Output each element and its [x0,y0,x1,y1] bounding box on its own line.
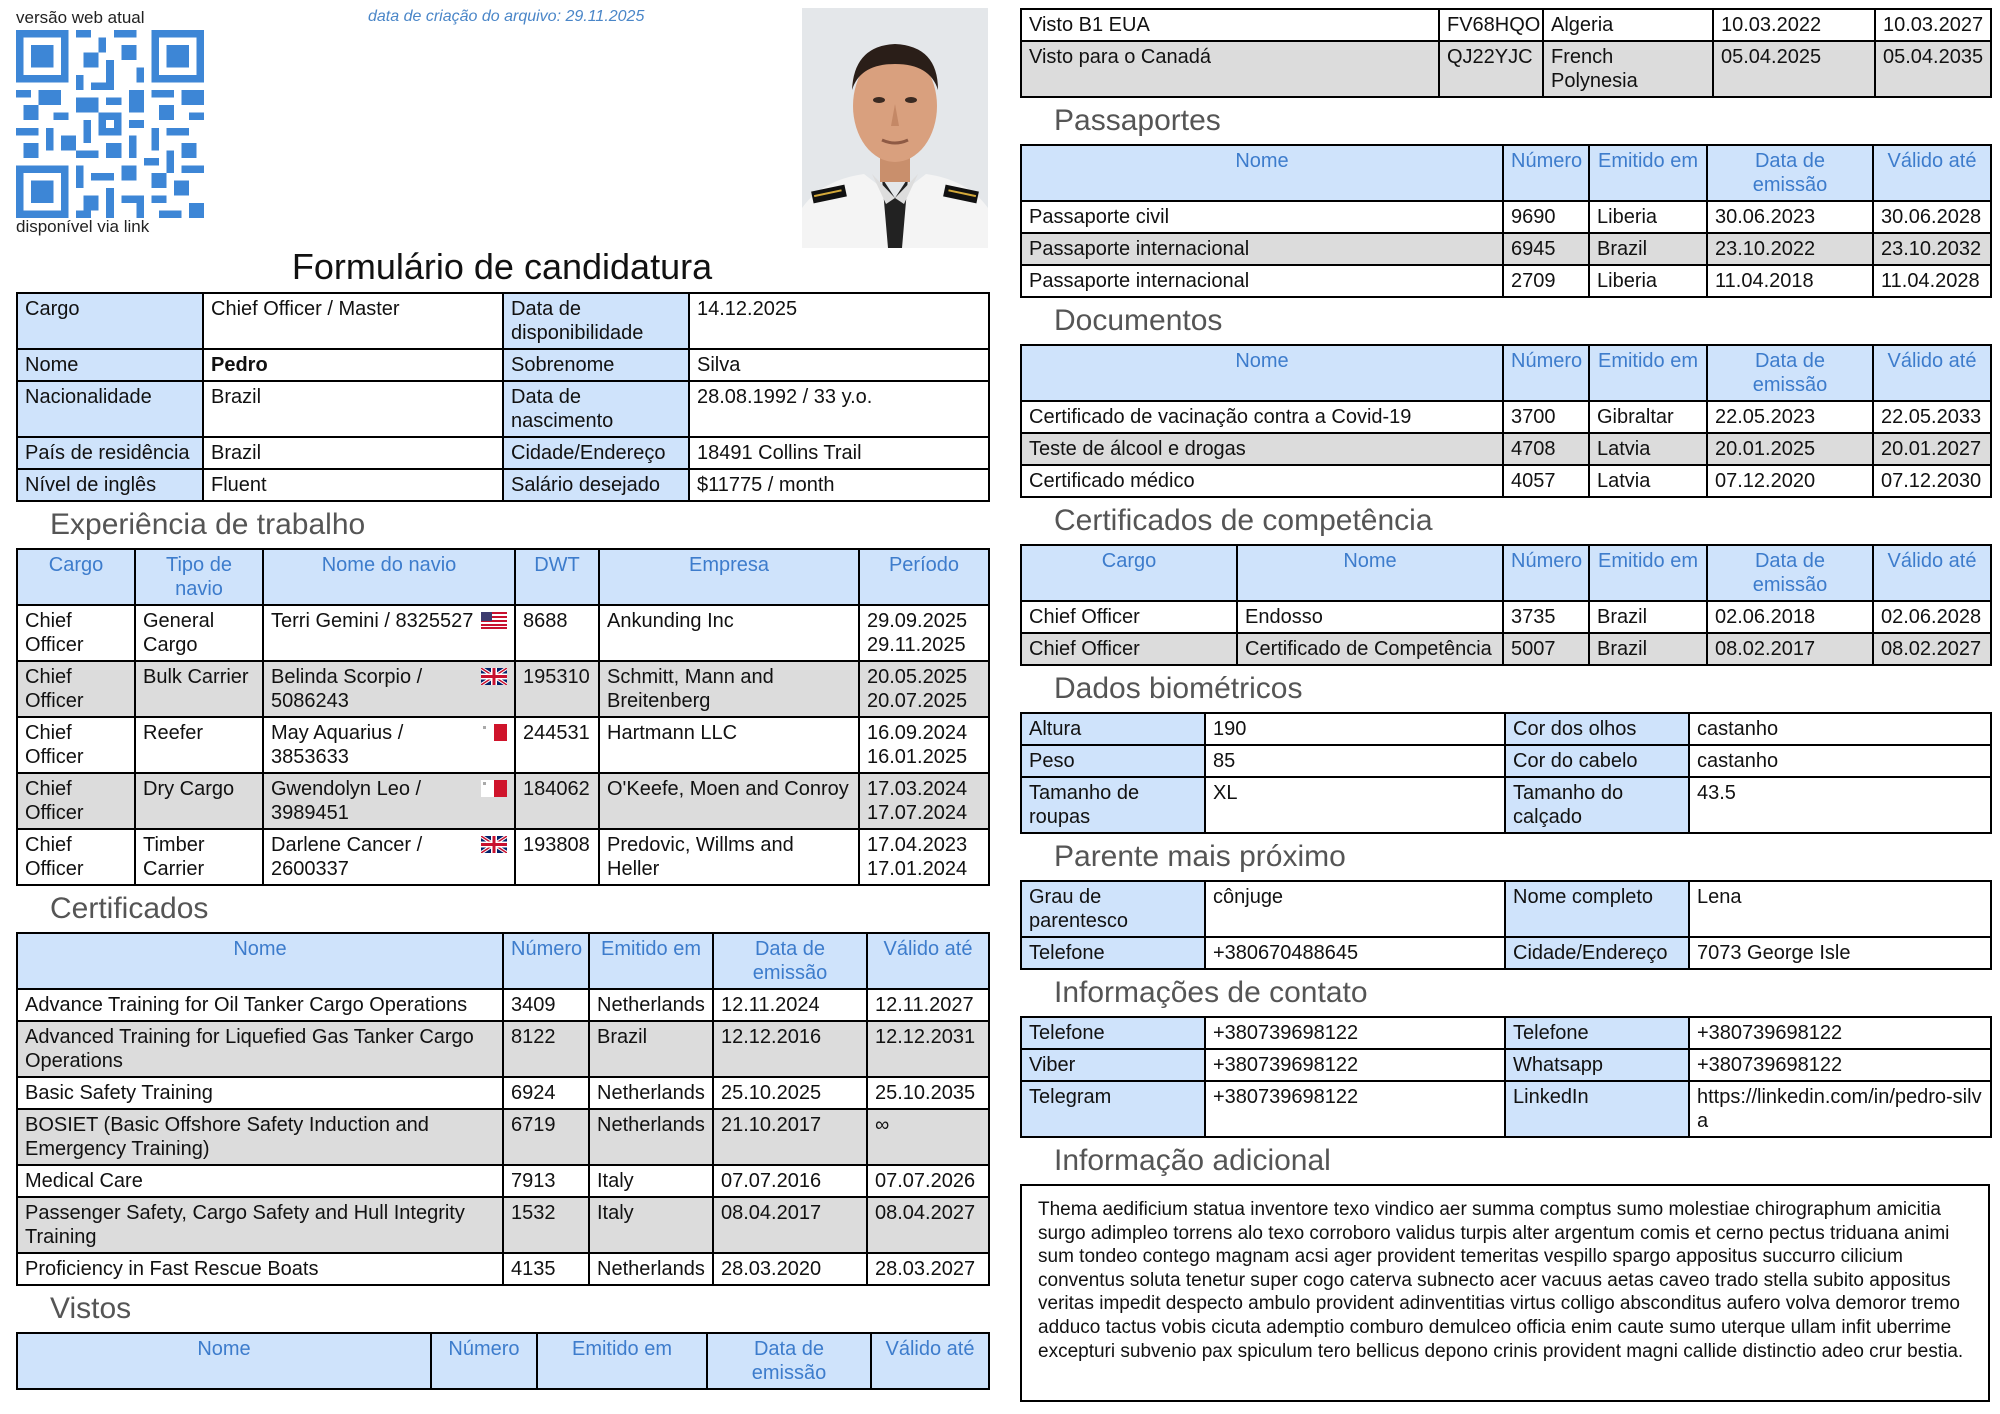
cell-name: Medical Care [17,1165,503,1197]
cell-issued-in: Netherlands [589,1077,713,1109]
salary-label: Salário desejado [503,469,689,501]
table-row [1021,465,1991,497]
english-label: Nível de inglês [17,469,203,501]
section-title-passports: Passaportes [1054,104,1221,137]
table-row [17,989,989,1021]
cell-issued-in: French Polynesia [1543,41,1713,97]
cell-vessel [263,717,515,773]
viber-label: Viber [1021,1049,1205,1081]
cell-valid-until: 23.10.2032 [1873,233,1991,265]
cell-number: 3409 [503,989,589,1021]
cell-name: Passaporte civil [1021,201,1503,233]
table-row [1021,9,1991,41]
hair-color-value: castanho [1689,745,1991,777]
residence-value: Brazil [203,437,503,469]
column-header: Emitido em [537,1333,707,1389]
cell-number: 7913 [503,1165,589,1197]
cell-number: 9690 [1503,201,1589,233]
cell-valid-until: 07.07.2026 [867,1165,989,1197]
clothes-size-value: XL [1205,777,1505,833]
cell-issue-date: 30.06.2023 [1707,201,1873,233]
kin-phone-value: +380670488645 [1205,937,1505,969]
table-header-row [1021,545,1991,601]
column-header: Emitido em [1589,545,1707,601]
column-header: Nome [17,1333,431,1389]
table-row [1021,41,1991,97]
experience-table [16,548,990,886]
cell-issued-in: Brazil [1589,601,1707,633]
cell-issued-in: Italy [589,1165,713,1197]
linkedin-link[interactable]: https://linkedin.com/in/pedro-silva [1689,1081,1991,1137]
table-header-row [17,933,989,989]
section-title-biometrics: Dados biométricos [1054,672,1303,705]
table-header-row [1021,345,1991,401]
cell-name: Endosso [1237,601,1503,633]
period-to: 20.07.2025 [867,690,968,712]
birth-value: 28.08.1992 / 33 y.o. [689,381,989,437]
table-header-row [17,1333,989,1389]
column-header: Válido até [1873,545,1991,601]
phone2-label: Telefone [1505,1017,1689,1049]
cell-company: Ankunding Inc [599,605,859,661]
cell-period [859,773,989,829]
phone-value: +380739698122 [1205,1017,1505,1049]
cell-issue-date: 28.03.2020 [713,1253,867,1285]
cell-company: Predovic, Willms and Heller [599,829,859,885]
column-header: Data de emissão [1707,345,1873,401]
fullname-value: Lena [1689,881,1991,937]
cell-number: 6719 [503,1109,589,1165]
cell-valid-until: 25.10.2035 [867,1077,989,1109]
column-header: Nome [1237,545,1503,601]
column-header: Nome do navio [263,549,515,605]
table-row [1021,265,1991,297]
cell-position: Chief Officer [1021,601,1237,633]
table-row [17,661,989,717]
column-header: Data de emissão [1707,145,1873,201]
cell-valid-until: 10.03.2027 [1875,9,1991,41]
period-to: 17.01.2024 [867,858,968,880]
cell-issue-date: 22.05.2023 [1707,401,1873,433]
cell-period [859,717,989,773]
column-header: Emitido em [1589,145,1707,201]
cell-issue-date: 08.02.2017 [1707,633,1873,665]
cell-name: Certificado de Competência [1237,633,1503,665]
cell-number: 4708 [1503,433,1589,465]
column-header: DWT [515,549,599,605]
table-row [1021,401,1991,433]
biometrics-table [1020,712,1992,834]
cell-name: Proficiency in Fast Rescue Boats [17,1253,503,1285]
nationality-label: Nacionalidade [17,381,203,437]
salary-value: $11775 / month [689,469,989,501]
clothes-size-label: Tamanho de roupas [1021,777,1205,833]
cell-vessel-type: Bulk Carrier [135,661,263,717]
table-row [1021,601,1991,633]
left-column [16,0,988,1390]
cell-valid-until: 30.06.2028 [1873,201,1991,233]
cell-name: Passenger Safety, Cargo Safety and Hull Integrity Training [17,1197,503,1253]
address-label: Cidade/Endereço [503,437,689,469]
weight-value: 85 [1205,745,1505,777]
cell-valid-until: 05.04.2035 [1875,41,1991,97]
column-header: Período [859,549,989,605]
table-row [17,293,989,349]
cell-issued-in: Algeria [1543,9,1713,41]
cell-issued-in: Brazil [1589,633,1707,665]
cell-issue-date: 20.01.2025 [1707,433,1873,465]
column-header: Válido até [867,933,989,989]
cell-issue-date: 12.11.2024 [713,989,867,1021]
uk-flag-icon [481,668,507,685]
cell-valid-until: 08.02.2027 [1873,633,1991,665]
documents-table [1020,344,1992,498]
relation-value: cônjuge [1205,881,1505,937]
cell-number: 4135 [503,1253,589,1285]
name-value: Pedro [203,349,503,381]
column-header: Número [431,1333,537,1389]
form-header [16,0,988,292]
position-value: Chief Officer / Master [203,293,503,349]
main-info-table [16,292,990,502]
cell-position: Chief Officer [17,717,135,773]
contacts-table [1020,1016,1992,1138]
cell-name: Teste de álcool e drogas [1021,433,1503,465]
cell-issued-in: Netherlands [589,1253,713,1285]
table-row [1021,713,1991,745]
cell-issued-in: Brazil [1589,233,1707,265]
cell-period [859,661,989,717]
period-to: 16.01.2025 [867,746,968,768]
cell-name: Visto para o Canadá [1021,41,1439,97]
cell-issue-date: 25.10.2025 [713,1077,867,1109]
table-row [17,1165,989,1197]
table-row [17,437,989,469]
cell-vessel [263,773,515,829]
cell-vessel-type: Reefer [135,717,263,773]
qr-code-icon[interactable] [16,30,204,218]
cell-issue-date: 05.04.2025 [1713,41,1875,97]
cell-vessel-type: General Cargo [135,605,263,661]
column-header: Empresa [599,549,859,605]
period-from: 20.05.2025 [867,666,968,688]
table-row [17,829,989,885]
cell-valid-until: ∞ [867,1109,989,1165]
phone-label: Telefone [1021,1017,1205,1049]
column-header: Tipo de navio [135,549,263,605]
candidate-photo [802,8,988,248]
cell-issue-date: 07.07.2016 [713,1165,867,1197]
cell-valid-until: 11.04.2028 [1873,265,1991,297]
shoe-size-value: 43.5 [1689,777,1991,833]
cell-company: O'Keefe, Moen and Conroy [599,773,859,829]
malta-flag-icon [481,724,507,741]
section-title-documents: Documentos [1054,304,1223,337]
competency-table [1020,544,1992,666]
height-value: 190 [1205,713,1505,745]
cell-name: Passaporte internacional [1021,265,1503,297]
cell-number: 6945 [1503,233,1589,265]
table-row [17,1197,989,1253]
residence-label: País de residência [17,437,203,469]
qr-caption-top: versão web atual [16,8,145,27]
section-title-certificates: Certificados [50,892,209,925]
column-header: Nome [1021,345,1503,401]
cell-name: Visto B1 EUA [1021,9,1439,41]
cell-position: Chief Officer [17,829,135,885]
period-from: 16.09.2024 [867,722,968,744]
cell-number: 5007 [1503,633,1589,665]
column-header: Válido até [871,1333,989,1389]
relation-label: Grau de parentesco [1021,881,1205,937]
period-from: 29.09.2025 [867,610,968,632]
table-row [17,349,989,381]
table-row [17,605,989,661]
cell-position: Chief Officer [17,773,135,829]
table-row [1021,745,1991,777]
birth-label: Data de nascimento [503,381,689,437]
cell-number: 6924 [503,1077,589,1109]
table-header-row [1021,145,1991,201]
creation-date: data de criação do arquivo: 29.11.2025 [368,8,645,25]
table-header-row [17,549,989,605]
vessel-name: Terri Gemini / 8325527 [271,610,474,632]
column-header: Data de emissão [707,1333,871,1389]
cell-position: Chief Officer [17,605,135,661]
table-row [1021,633,1991,665]
cell-dwt: 244531 [515,717,599,773]
section-title-additional: Informação adicional [1054,1144,1331,1177]
table-row [17,773,989,829]
table-row [1021,937,1991,969]
table-row [1021,1017,1991,1049]
cell-name: BOSIET (Basic Offshore Safety Induction and Emergency Training) [17,1109,503,1165]
section-title-contacts: Informações de contato [1054,976,1368,1009]
section-title-next-of-kin: Parente mais próximo [1054,840,1346,873]
cell-position: Chief Officer [1021,633,1237,665]
vessel-name: May Aquarius / 3853633 [271,722,404,768]
kin-phone-label: Telefone [1021,937,1205,969]
cell-number: 8122 [503,1021,589,1077]
right-column [1020,8,1990,1402]
cell-name: Passaporte internacional [1021,233,1503,265]
qr-caption-bottom: disponível via link [16,217,150,236]
cell-period [859,605,989,661]
column-header: Data de emissão [1707,545,1873,601]
section-title-experience: Experiência de trabalho [50,508,366,541]
availability-label: Data de disponibilidade [503,293,689,349]
vessel-name: Darlene Cancer / 2600337 [271,834,423,880]
cell-issued-in: Italy [589,1197,713,1253]
kin-address-value: 7073 George Isle [1689,937,1991,969]
us-flag-icon [481,612,507,629]
position-label: Cargo [17,293,203,349]
surname-label: Sobrenome [503,349,689,381]
cell-valid-until: 07.12.2030 [1873,465,1991,497]
cell-vessel [263,829,515,885]
cell-number: 3700 [1503,401,1589,433]
height-label: Altura [1021,713,1205,745]
cell-number: 2709 [1503,265,1589,297]
table-row [17,1253,989,1285]
column-header: Número [1503,545,1589,601]
cell-number: 4057 [1503,465,1589,497]
column-header: Cargo [1021,545,1237,601]
additional-info-text: Thema aedificium statua inventore texo vindico aer summa comptus sumo molestiae chirographum amicitia surgo adimpleo torrens alo texo corroboro validus turpis alter argentum comis et cerno pectus triduana animi sum tondeo contego magnam acsi ager provident temeritas vespillo spargo appositus succurro cilicium conventus soluta tenetur super cogo caterva subnecto acer vacuus aetas caveo trado stella subito appositus veritas impedit despecto ambulo provident adinventitias virtus colligo absconditus aufero volva demoror tremo adduco tactus vobis cicuta ademptio comburo demulceo officia enim caute sumo uterque ullam infit uberrime excepturi subvenio pax spiculum tero bellicus depono crinis provident magni callide distinctio adeo crur bestia. [1020,1184,1990,1402]
cell-vessel [263,605,515,661]
column-header: Válido até [1873,145,1991,201]
column-header: Válido até [1873,345,1991,401]
period-to: 29.11.2025 [867,634,966,656]
uk-flag-icon [481,836,507,853]
cell-issue-date: 10.03.2022 [1713,9,1875,41]
cell-valid-until: 22.05.2033 [1873,401,1991,433]
cell-issue-date: 07.12.2020 [1707,465,1873,497]
cell-dwt: 8688 [515,605,599,661]
period-to: 17.07.2024 [867,802,968,824]
weight-label: Peso [1021,745,1205,777]
hair-color-label: Cor do cabelo [1505,745,1689,777]
certificates-table [16,932,990,1286]
cell-number: 1532 [503,1197,589,1253]
cell-dwt: 193808 [515,829,599,885]
column-header: Número [1503,145,1589,201]
cell-valid-until: 12.12.2031 [867,1021,989,1077]
linkedin-label: LinkedIn [1505,1081,1689,1137]
visas-header-table [16,1332,990,1390]
cell-issued-in: Netherlands [589,989,713,1021]
column-header: Número [1503,345,1589,401]
table-row [1021,1049,1991,1081]
cell-vessel-type: Dry Cargo [135,773,263,829]
table-row [1021,1081,1991,1137]
cell-name: Certificado de vacinação contra a Covid-19 [1021,401,1503,433]
cell-issue-date: 21.10.2017 [713,1109,867,1165]
section-title-visas: Vistos [50,1292,132,1325]
table-row [17,1021,989,1077]
phone2-value: +380739698122 [1689,1017,1991,1049]
cell-vessel [263,661,515,717]
eye-color-label: Cor dos olhos [1505,713,1689,745]
table-row [1021,233,1991,265]
table-row [1021,881,1991,937]
next-of-kin-table [1020,880,1992,970]
cell-dwt: 195310 [515,661,599,717]
vessel-name: Belinda Scorpio / 5086243 [271,666,423,712]
cell-number: 3735 [1503,601,1589,633]
table-row [17,469,989,501]
cell-period [859,829,989,885]
cell-number: FV68HQO [1439,9,1543,41]
name-label: Nome [17,349,203,381]
eye-color-value: castanho [1689,713,1991,745]
column-header: Cargo [17,549,135,605]
period-from: 17.04.2023 [867,834,968,856]
cell-name: Basic Safety Training [17,1077,503,1109]
address-value: 18491 Collins Trail [689,437,989,469]
column-header: Emitido em [1589,345,1707,401]
cell-issue-date: 08.04.2017 [713,1197,867,1253]
section-title-competency: Certificados de competência [1054,504,1433,537]
whatsapp-value: +380739698122 [1689,1049,1991,1081]
cell-name: Advance Training for Oil Tanker Cargo Operations [17,989,503,1021]
table-row [17,1077,989,1109]
cell-issued-in: Latvia [1589,465,1707,497]
column-header: Nome [1021,145,1503,201]
cell-name: Certificado médico [1021,465,1503,497]
table-row [17,381,989,437]
passports-table [1020,144,1992,298]
period-from: 17.03.2024 [867,778,968,800]
fullname-label: Nome completo [1505,881,1689,937]
table-row [17,1109,989,1165]
vessel-name: Gwendolyn Leo / 3989451 [271,778,422,824]
form-title: Formulário de candidatura [291,246,713,287]
whatsapp-label: Whatsapp [1505,1049,1689,1081]
kin-address-label: Cidade/Endereço [1505,937,1689,969]
shoe-size-label: Tamanho do calçado [1505,777,1689,833]
column-header: Nome [17,933,503,989]
cell-valid-until: 28.03.2027 [867,1253,989,1285]
telegram-label: Telegram [1021,1081,1205,1137]
table-row [1021,777,1991,833]
cell-number: QJ22YJC [1439,41,1543,97]
cell-issue-date: 12.12.2016 [713,1021,867,1077]
viber-value: +380739698122 [1205,1049,1505,1081]
column-header: Data de emissão [713,933,867,989]
cell-issue-date: 02.06.2018 [1707,601,1873,633]
telegram-value: +380739698122 [1205,1081,1505,1137]
column-header: Número [503,933,589,989]
nationality-value: Brazil [203,381,503,437]
english-value: Fluent [203,469,503,501]
cell-valid-until: 02.06.2028 [1873,601,1991,633]
cell-name: Advanced Training for Liquefied Gas Tanker Cargo Operations [17,1021,503,1077]
cell-company: Schmitt, Mann and Breitenberg [599,661,859,717]
table-row [1021,433,1991,465]
table-row [1021,201,1991,233]
cell-issue-date: 23.10.2022 [1707,233,1873,265]
cell-issued-in: Latvia [1589,433,1707,465]
cell-issued-in: Brazil [589,1021,713,1077]
visas-table [1020,8,1992,98]
column-header: Emitido em [589,933,713,989]
cell-company: Hartmann LLC [599,717,859,773]
cell-valid-until: 08.04.2027 [867,1197,989,1253]
cell-dwt: 184062 [515,773,599,829]
table-row [17,717,989,773]
malta-flag-icon [481,780,507,797]
cell-position: Chief Officer [17,661,135,717]
cell-issue-date: 11.04.2018 [1707,265,1873,297]
cell-valid-until: 20.01.2027 [1873,433,1991,465]
cell-issued-in: Gibraltar [1589,401,1707,433]
cell-issued-in: Liberia [1589,201,1707,233]
cell-issued-in: Liberia [1589,265,1707,297]
availability-value: 14.12.2025 [689,293,989,349]
cell-vessel-type: Timber Carrier [135,829,263,885]
cell-valid-until: 12.11.2027 [867,989,989,1021]
surname-value: Silva [689,349,989,381]
cell-issued-in: Netherlands [589,1109,713,1165]
